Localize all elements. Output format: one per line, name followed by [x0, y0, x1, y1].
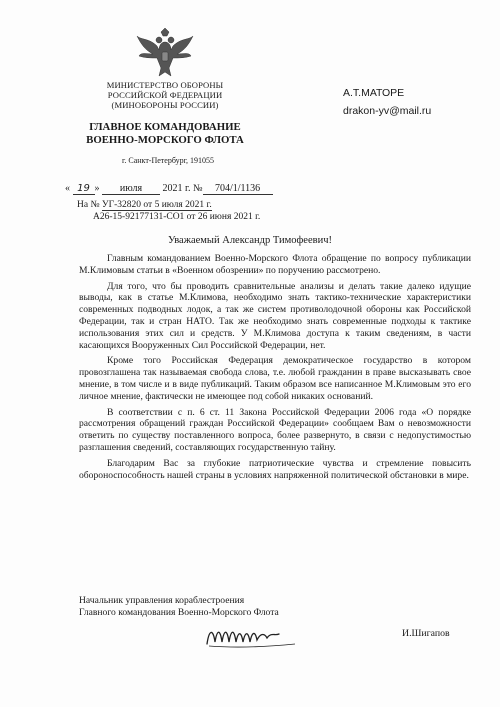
addressee-email: drakon-yv@mail.ru: [343, 105, 432, 117]
paragraph: Главным командованием Военно-Морского Флота обращение по вопросу публикации М.Климовым статьи в «Военном обозрении» по поручению рассмотрено.: [79, 253, 471, 276]
date-quote-close: »: [94, 183, 100, 194]
letter-number: 704/1/1136: [203, 183, 273, 195]
org-line: МИНИСТЕРСТВО ОБОРОНЫ: [106, 80, 224, 90]
addressee-name: А.Т.МАТОРЕ: [343, 87, 405, 99]
signatory-title: [79, 595, 279, 619]
paragraph: Для того, что бы проводить сравнительные анализы и делать такие далеко идущие выводы, как в статье М.Климова, необходимо знать тактико-технические характеристики современных подводных лодок, а так же систем противолодочной обороны как Российской Федерации, так и стран НАТО. Так же необходимо знать современные подходы к тактике использования этих сил и средств. У М.Климова доступа к таким сведениям, в части касающихся Вооруженных Сил Российской Федерации, нет.: [79, 280, 471, 351]
reference-number-1: УГ-32820 от 5 июля 2021 г.: [101, 200, 212, 210]
signatory-title-line: Начальник управления кораблестроения: [79, 595, 245, 606]
date-day: 19: [73, 183, 95, 195]
signatory-title-line: Главного командования Военно-Морского Флота: [79, 607, 279, 618]
city-address: г. Санкт-Петербург, 191055: [121, 156, 214, 165]
org-line: РОССИЙСКОЙ ФЕДЕРАЦИИ: [107, 90, 223, 100]
signatory-name: И.Шигапов: [402, 628, 450, 639]
command-line: ГЛАВНОЕ КОМАНДОВАНИЕ: [89, 121, 241, 133]
number-sign: №: [192, 183, 203, 194]
paragraph: Кроме того Российская Федерация демократическое государство в котором провозглашена так называемая свобода слова, т.е. любой гражданин в праве высказывать свое мнение, в том числе и в виде публикаций. Таким образом все написанное М.Климовым это его личное мнение, фактически не имеющее под собой никаких оснований.: [79, 355, 471, 402]
reference-prefix: На №: [77, 200, 102, 210]
reference-line-2: А26-15-92177131-СО1 от 26 июня 2021 г.: [93, 212, 261, 222]
addressee-block: [343, 84, 493, 120]
greeting: Уважаемый Александр Тимофеевич!: [167, 235, 332, 246]
reference-line-1: [77, 200, 212, 211]
command-name: [70, 121, 260, 147]
ministry-name: [90, 80, 240, 110]
paragraph: Благодарим Вас за глубокие патриотические чувства и стремление повысить обороноспособность нашей страны в условиях напряженной политической обстановки в мире.: [79, 457, 471, 481]
date-quote-open: «: [65, 183, 70, 194]
org-line: (МИНОБОРОНЫ РОССИИ): [111, 100, 219, 110]
date-number-line: [65, 183, 273, 195]
date-month: июля: [102, 183, 160, 195]
letter-body: [79, 253, 471, 485]
command-line: ВОЕННО-МОРСКОГО ФЛОТА: [86, 134, 244, 146]
date-year: 2021 г.: [162, 183, 191, 194]
eagle-emblem-icon: [135, 28, 195, 84]
handwritten-signature: [205, 622, 305, 652]
paragraph: В соответствии с п. 6 ст. 11 Закона Российской Федерации 2006 года «О порядке рассмотрения обращений граждан Российской Федерации» сообщаем Вам о невозможности ответить по существу поставленного вопроса, более развернуто, в связи с недопустимостью разглашения сведений, составляющих государственную тайну.: [79, 406, 471, 453]
